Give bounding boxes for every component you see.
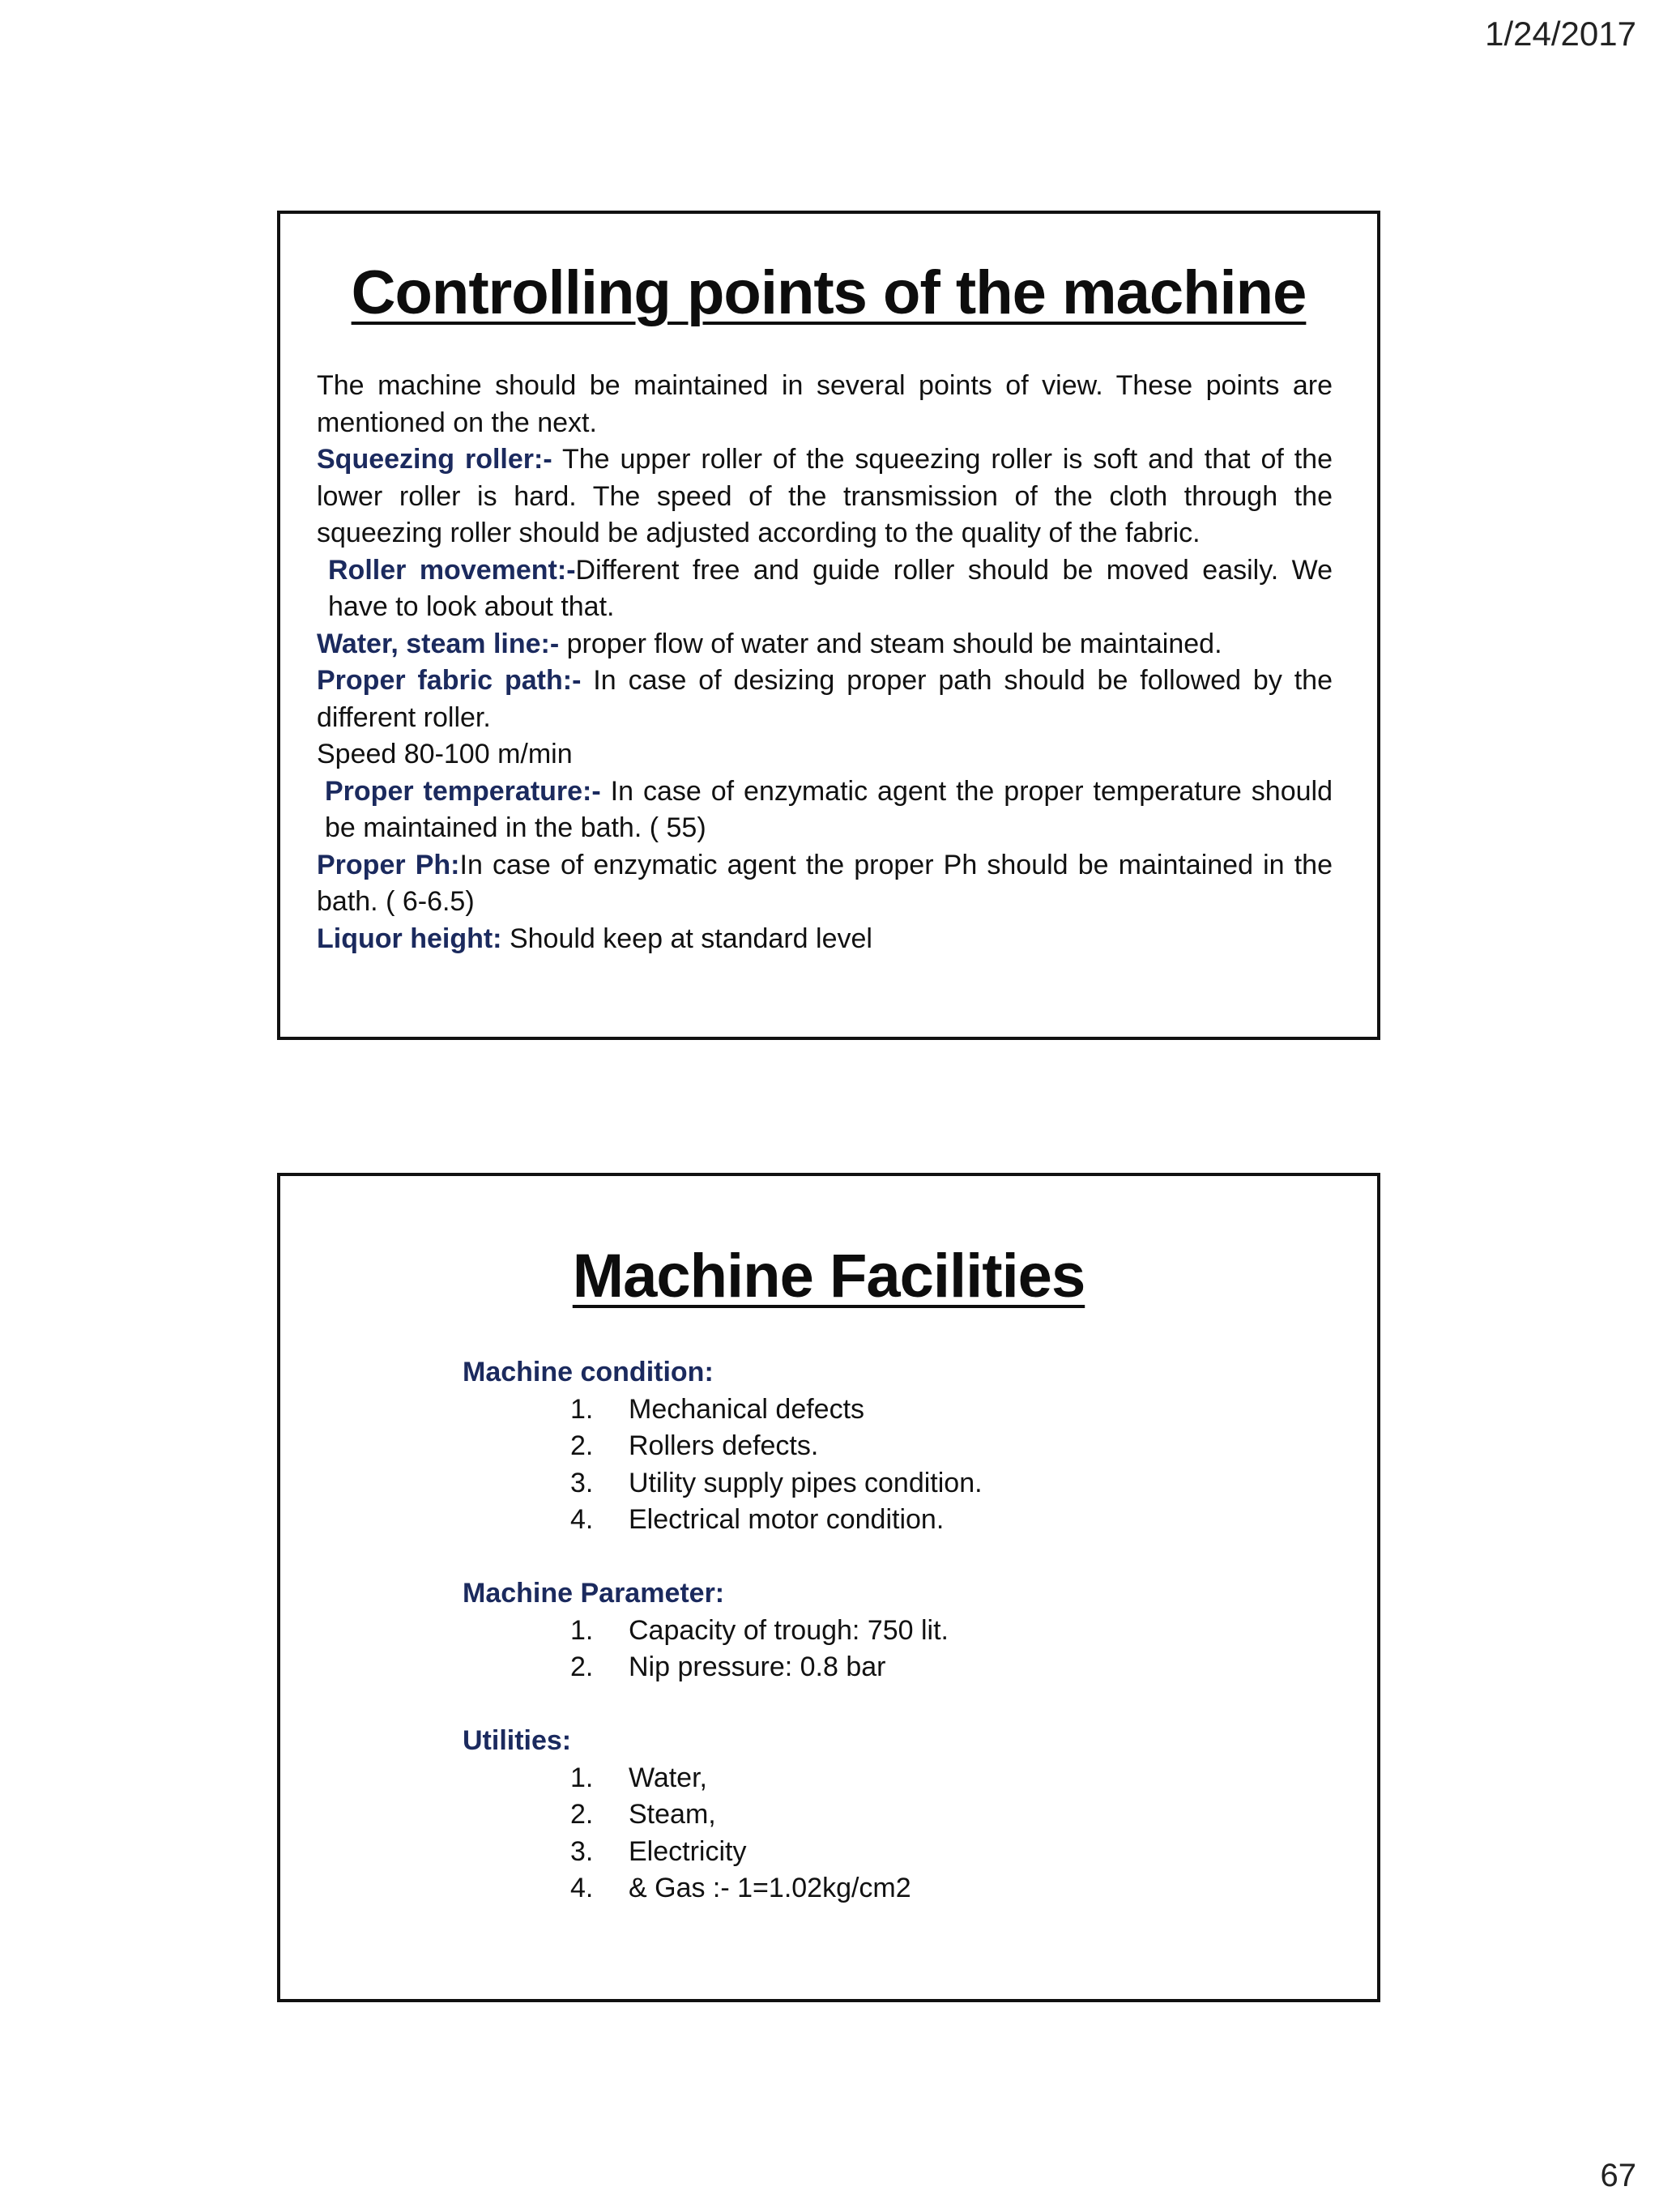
slide-title: Controlling points of the machine <box>351 258 1307 327</box>
list-number: 2. <box>570 1799 594 1830</box>
item-text: Different free and guide roller should be moved easily. We have to look about that. <box>328 554 1333 622</box>
item-liquor-height <box>317 921 1333 958</box>
list-number: 1. <box>570 1393 594 1425</box>
list-text: Steam, <box>629 1799 716 1830</box>
item-term: Roller movement:- <box>328 554 576 586</box>
item-text: The upper roller of the squeezing roller is soft and that of the lower roller is hard. The speed of the transmission of the cloth through the squeezing roller should be adjusted according to the quality of the fabric. <box>317 444 1333 548</box>
speed-line: Speed 80-100 m/min <box>317 739 573 769</box>
list-item <box>463 1760 983 1797</box>
list-text: Capacity of trough: 750 lit. <box>629 1614 949 1646</box>
intro-paragraph: The machine should be maintained in several points of view. These points are mentioned on the next. <box>317 370 1333 438</box>
list-number: 1. <box>570 1762 594 1793</box>
machine-parameter-list <box>463 1613 983 1686</box>
section-heading-machine-parameter: Machine Parameter: <box>463 1578 725 1609</box>
item-proper-temperature <box>317 774 1333 847</box>
list-number: 4. <box>570 1504 594 1535</box>
item-term: Proper Ph: <box>317 849 460 880</box>
list-item <box>463 1613 983 1650</box>
list-item <box>463 1834 983 1871</box>
utilities-list <box>463 1760 983 1907</box>
item-term: Water, steam line:- <box>317 628 560 659</box>
list-number: 4. <box>570 1873 594 1903</box>
item-text: In case of enzymatic agent the proper temperature should be maintained in the bath. ( 55) <box>325 775 1333 843</box>
machine-condition-list <box>463 1392 983 1539</box>
list-item <box>463 1649 983 1686</box>
spacer <box>463 1686 983 1724</box>
list-item <box>463 1870 983 1907</box>
page-date: 1/24/2017 <box>1485 15 1636 53</box>
item-proper-fabric-path <box>317 663 1333 736</box>
page-number: 67 <box>1600 2158 1636 2193</box>
slide-body <box>317 368 1333 957</box>
list-item <box>463 1428 983 1465</box>
list-text: Rollers defects. <box>629 1430 819 1461</box>
item-squeezing-roller <box>317 441 1333 552</box>
slide-controlling-points <box>277 211 1380 1040</box>
list-text: Mechanical defects <box>629 1393 865 1425</box>
slide-title: Machine Facilities <box>572 1242 1085 1311</box>
item-water-steam-line <box>317 626 1333 663</box>
item-text: In case of enzymatic agent the proper Ph should be maintained in the bath. ( 6-6.5) <box>317 849 1333 917</box>
list-number: 3. <box>570 1467 594 1498</box>
list-number: 2. <box>570 1430 594 1461</box>
list-text: Water, <box>629 1762 707 1793</box>
list-text: & Gas :- 1=1.02kg/cm2 <box>629 1873 911 1903</box>
list-item <box>463 1502 983 1539</box>
section-heading-machine-condition: Machine condition: <box>463 1357 714 1387</box>
item-text: proper flow of water and steam should be maintained. <box>559 628 1222 659</box>
spacer <box>463 1539 983 1576</box>
item-text: In case of desizing proper path should be followed by the different roller. <box>317 665 1333 733</box>
item-text: Should keep at standard level <box>501 923 872 954</box>
item-term: Proper fabric path:- <box>317 665 582 696</box>
list-item <box>463 1392 983 1429</box>
facilities-body <box>463 1354 983 1907</box>
list-item <box>463 1796 983 1834</box>
section-heading-utilities: Utilities: <box>463 1725 572 1756</box>
slide-machine-facilities <box>277 1173 1380 2002</box>
list-text: Electricity <box>629 1835 747 1867</box>
list-text: Utility supply pipes condition. <box>629 1467 983 1498</box>
list-text: Nip pressure: 0.8 bar <box>629 1652 886 1682</box>
list-item <box>463 1465 983 1502</box>
list-text: Electrical motor condition. <box>629 1504 945 1535</box>
item-term: Squeezing roller:- <box>317 444 552 475</box>
list-number: 1. <box>570 1614 594 1646</box>
item-proper-ph <box>317 847 1333 921</box>
list-number: 2. <box>570 1652 594 1682</box>
item-term: Proper temperature:- <box>325 775 601 807</box>
item-roller-movement <box>317 552 1333 626</box>
item-term: Liquor height: <box>317 923 502 954</box>
list-number: 3. <box>570 1835 594 1867</box>
